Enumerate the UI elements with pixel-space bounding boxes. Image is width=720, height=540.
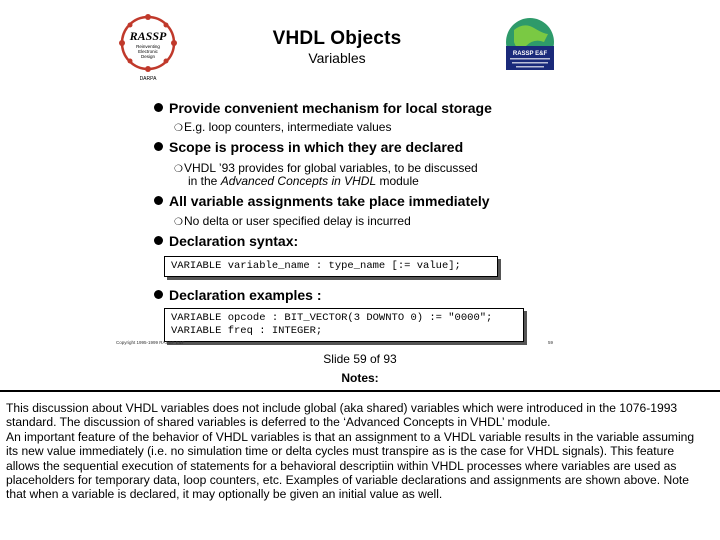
slide-subtitle: Variables	[308, 50, 366, 66]
notes-label: Notes:	[341, 371, 379, 385]
bullet-text: Scope is process in which they are declared	[169, 139, 464, 155]
bullet-item	[154, 193, 490, 209]
rassp-ef-banner-text: RASSP E&F	[512, 51, 548, 57]
notes-paragraph: An important feature of the behavior of VHDL variables is that an assignment to a VHDL variable results in the variable assuming its new value immediately (i.e. no simulation time or delta cycles must transpire as is the case for VHDL signals). This feature allows the sequential execution of statements for a behavioral descriptiin within VHDL processes where variables are used as placeholders for temporary data, loop counters, etc. Examples of variable declarations and assignments are shown above. Note that when a variable is declared, it may optionally be given an initial value as well.	[6, 429, 695, 502]
bullet-text: All variable assignments take place immediately	[169, 193, 490, 209]
bullet-dot-icon	[154, 290, 163, 299]
rassp-ef-globe-icon	[504, 12, 556, 84]
sub-bullet-text: E.g. loop counters, intermediate values	[184, 120, 392, 134]
bullet-item	[154, 233, 298, 249]
notes-divider	[0, 390, 720, 392]
sub-bullet-icon: ❍	[174, 123, 183, 134]
module-name: Advanced Concepts in VHDL	[220, 174, 377, 188]
slide-image	[112, 8, 552, 348]
bullet-item	[154, 287, 322, 303]
rassp-logo-line-1: Reinventing	[136, 44, 160, 49]
rassp-logo-caption: DARPA	[139, 76, 157, 82]
bullet-item	[154, 139, 463, 155]
rassp-logo-icon	[112, 10, 184, 86]
sub-bullet-text: No delta or user specified delay is incurred	[184, 214, 411, 228]
rassp-logo-line-2: Electronic	[138, 49, 158, 54]
bullet-text: Declaration syntax:	[169, 233, 299, 249]
sub-bullet-item	[174, 215, 411, 229]
slide-title: VHDL Objects	[272, 28, 402, 49]
notes-paragraph: This discussion about VHDL variables does not include global (aka shared) variables which were introduced in the 1076-1993 standard. The discussion of shared variables is deferred to the ‘Advanced Concepts in VHDL’ module.	[6, 401, 678, 430]
sub-bullet-continuation: in the Advanced Concepts in VHDL module	[188, 174, 419, 188]
slide-page-number: 59	[548, 340, 554, 345]
sub-bullet-icon: ❍	[174, 217, 183, 228]
syntax-code: VARIABLE variable_name : type_name [:= value];	[171, 260, 461, 272]
sub-bullet-text: VHDL ’93 provides for global variables, to be discussed	[184, 161, 478, 175]
rassp-logo-text: RASSP	[129, 29, 167, 43]
bullet-dot-icon	[154, 196, 163, 205]
notes-body	[6, 401, 696, 502]
bullet-text: Declaration examples :	[169, 287, 322, 303]
rassp-logo-line-3: Design	[140, 54, 156, 59]
slide-counter: Slide 59 of 93	[323, 352, 397, 366]
example-code-line: VARIABLE opcode : BIT_VECTOR(3 DOWNTO 0) := "0000";	[171, 312, 493, 324]
bullet-dot-icon	[154, 103, 163, 112]
sub-bullet-icon: ❍	[174, 164, 183, 175]
bullet-item	[154, 100, 492, 116]
slide-copyright: Copyright 1995-1999 RASSP E&F	[116, 340, 185, 345]
example-code-box	[164, 308, 524, 342]
sub-bullet-item	[174, 121, 391, 135]
bullet-dot-icon	[154, 142, 163, 151]
syntax-code-box	[164, 256, 498, 277]
example-code-line: VARIABLE freq : INTEGER;	[171, 325, 323, 337]
bullet-dot-icon	[154, 236, 163, 245]
bullet-text: Provide convenient mechanism for local storage	[169, 100, 492, 116]
